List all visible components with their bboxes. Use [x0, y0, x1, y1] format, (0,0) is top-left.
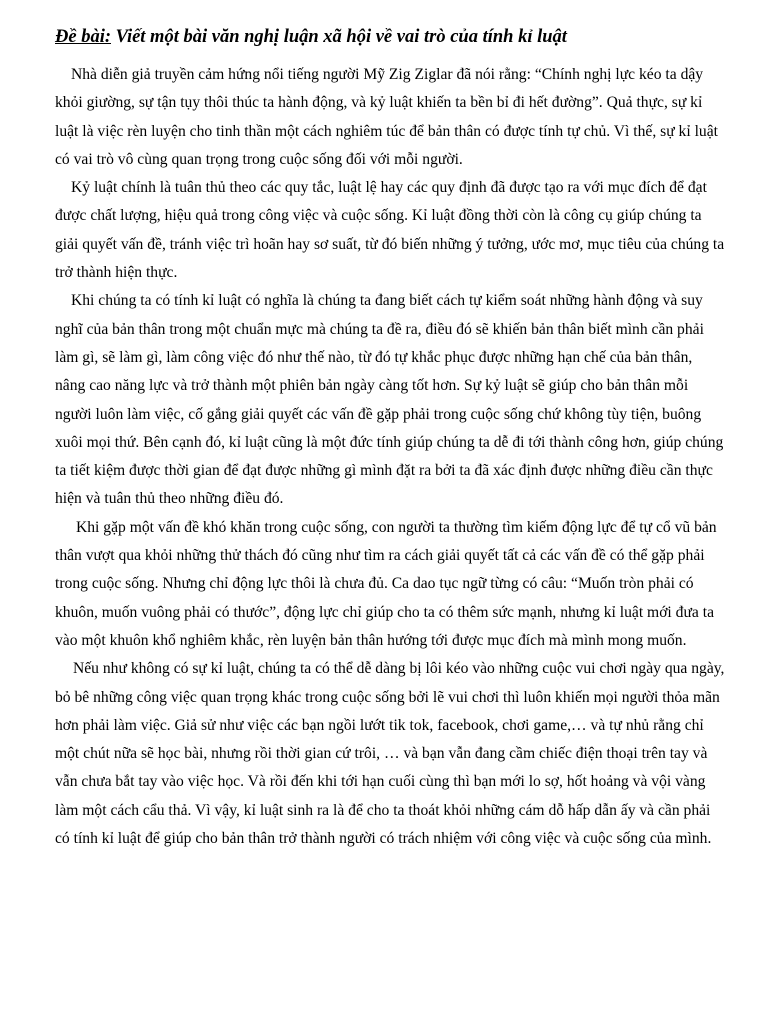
title-label: Đề bài: [55, 27, 111, 47]
paragraph-3: Khi chúng ta có tính kỉ luật có nghĩa là chúng ta đang biết cách tự kiểm soát những hành động và suy nghĩ của bản thân trong một chuẩn mực mà chúng ta đề ra, điều đó sẽ khiến bản thân biết mình cần phải làm gì, sẽ làm gì, làm công việc đó như thế nào, từ đó tự khắc phục được những hạn chế của bản thân, nâng cao năng lực và trở thành một phiên bản ngày càng tốt hơn. Sự kỷ luật sẽ giúp cho bản thân mỗi người luôn làm việc, cố gắng giải quyết các vấn đề gặp phải trong cuộc sống chứ không tùy tiện, buông xuôi mọi thứ. Bên cạnh đó, kỉ luật cũng là một đức tính giúp chúng ta dễ đi tới thành công hơn, giúp chúng ta tiết kiệm được thời gian để đạt được những gì mình đặt ra bởi ta đã xác định được những điều cần thực hiện và tuân thủ theo những điều đó. [55, 292, 724, 508]
paragraph-1: Nhà diễn giả truyền cảm hứng nổi tiếng người Mỹ Zig Ziglar đã nói rằng: “Chính nghị lực kéo ta dậy khỏi giường, sự tận tụy thôi thúc ta hành động, và kỷ luật khiến ta bền bỉ đi hết đường”. Quả thực, sự kỉ luật là việc rèn luyện cho tinh thần một cách nghiêm túc để bản thân có được tính tự chủ. Vì thế, sự kỉ luật có vai trò vô cùng quan trọng trong cuộc sống đối với mỗi người. [55, 66, 718, 168]
paragraph-2: Kỷ luật chính là tuân thủ theo các quy tắc, luật lệ hay các quy định đã được tạo ra với mục đích để đạt được chất lượng, hiệu quả trong công việc và cuộc sống. Kỉ luật đồng thời còn là công cụ giúp chúng ta giải quyết vấn đề, tránh việc trì hoãn hay sơ suất, từ đó biến những ý tưởng, ước mơ, mục tiêu của chúng ta trở thành hiện thực. [55, 179, 725, 282]
title-text: Viết một bài văn nghị luận xã hội về vai trò của tính kỉ luật [111, 27, 567, 47]
paragraph-5: Nếu như không có sự kỉ luật, chúng ta có thể dễ dàng bị lôi kéo vào những cuộc vui chơi ngày qua ngày, bỏ bê những công việc quan trọng khác trong cuộc sống bởi lẽ vui chơi thì luôn khiến mọi người thỏa mãn hơn phải làm việc. Giả sử như việc các bạn ngồi lướt tik tok, facebook, chơi game,… và tự nhủ rằng chỉ một chút nữa sẽ học bài, nhưng rồi thời gian cứ trôi, … và bạn vẫn đang cầm chiếc điện thoại trên tay và vẫn chưa bắt tay vào việc học. Và rồi đến khi tới hạn cuối cùng thì bạn mới lo sợ, hốt hoảng và vội vàng làm một cách cẩu thả. Vì vậy, kỉ luật sinh ra là để cho ta thoát khỏi những cám dỗ hấp dẫn ấy và cần phải có tính kỉ luật để giúp cho bản thân trở thành người có trách nhiệm với công việc và cuộc sống của mình. [55, 660, 725, 848]
page-title [55, 22, 726, 52]
paragraph-4: Khi gặp một vấn đề khó khăn trong cuộc sống, con người ta thường tìm kiếm động lực để tự cổ vũ bản thân vượt qua khỏi những thử thách đó cũng như tìm ra cách giải quyết tất cả các vấn đề có thể gặp phải trong cuộc sống. Nhưng chỉ động lực thôi là chưa đủ. Ca dao tục ngữ từng có câu: “Muốn tròn phải có khuôn, muốn vuông phải có thước”, động lực chỉ giúp cho ta có thêm sức mạnh, nhưng kỉ luật mới đưa ta vào một khuôn khổ nghiêm khắc, rèn luyện bản thân hướng tới được mục đích mà mình mong muốn. [55, 518, 717, 649]
